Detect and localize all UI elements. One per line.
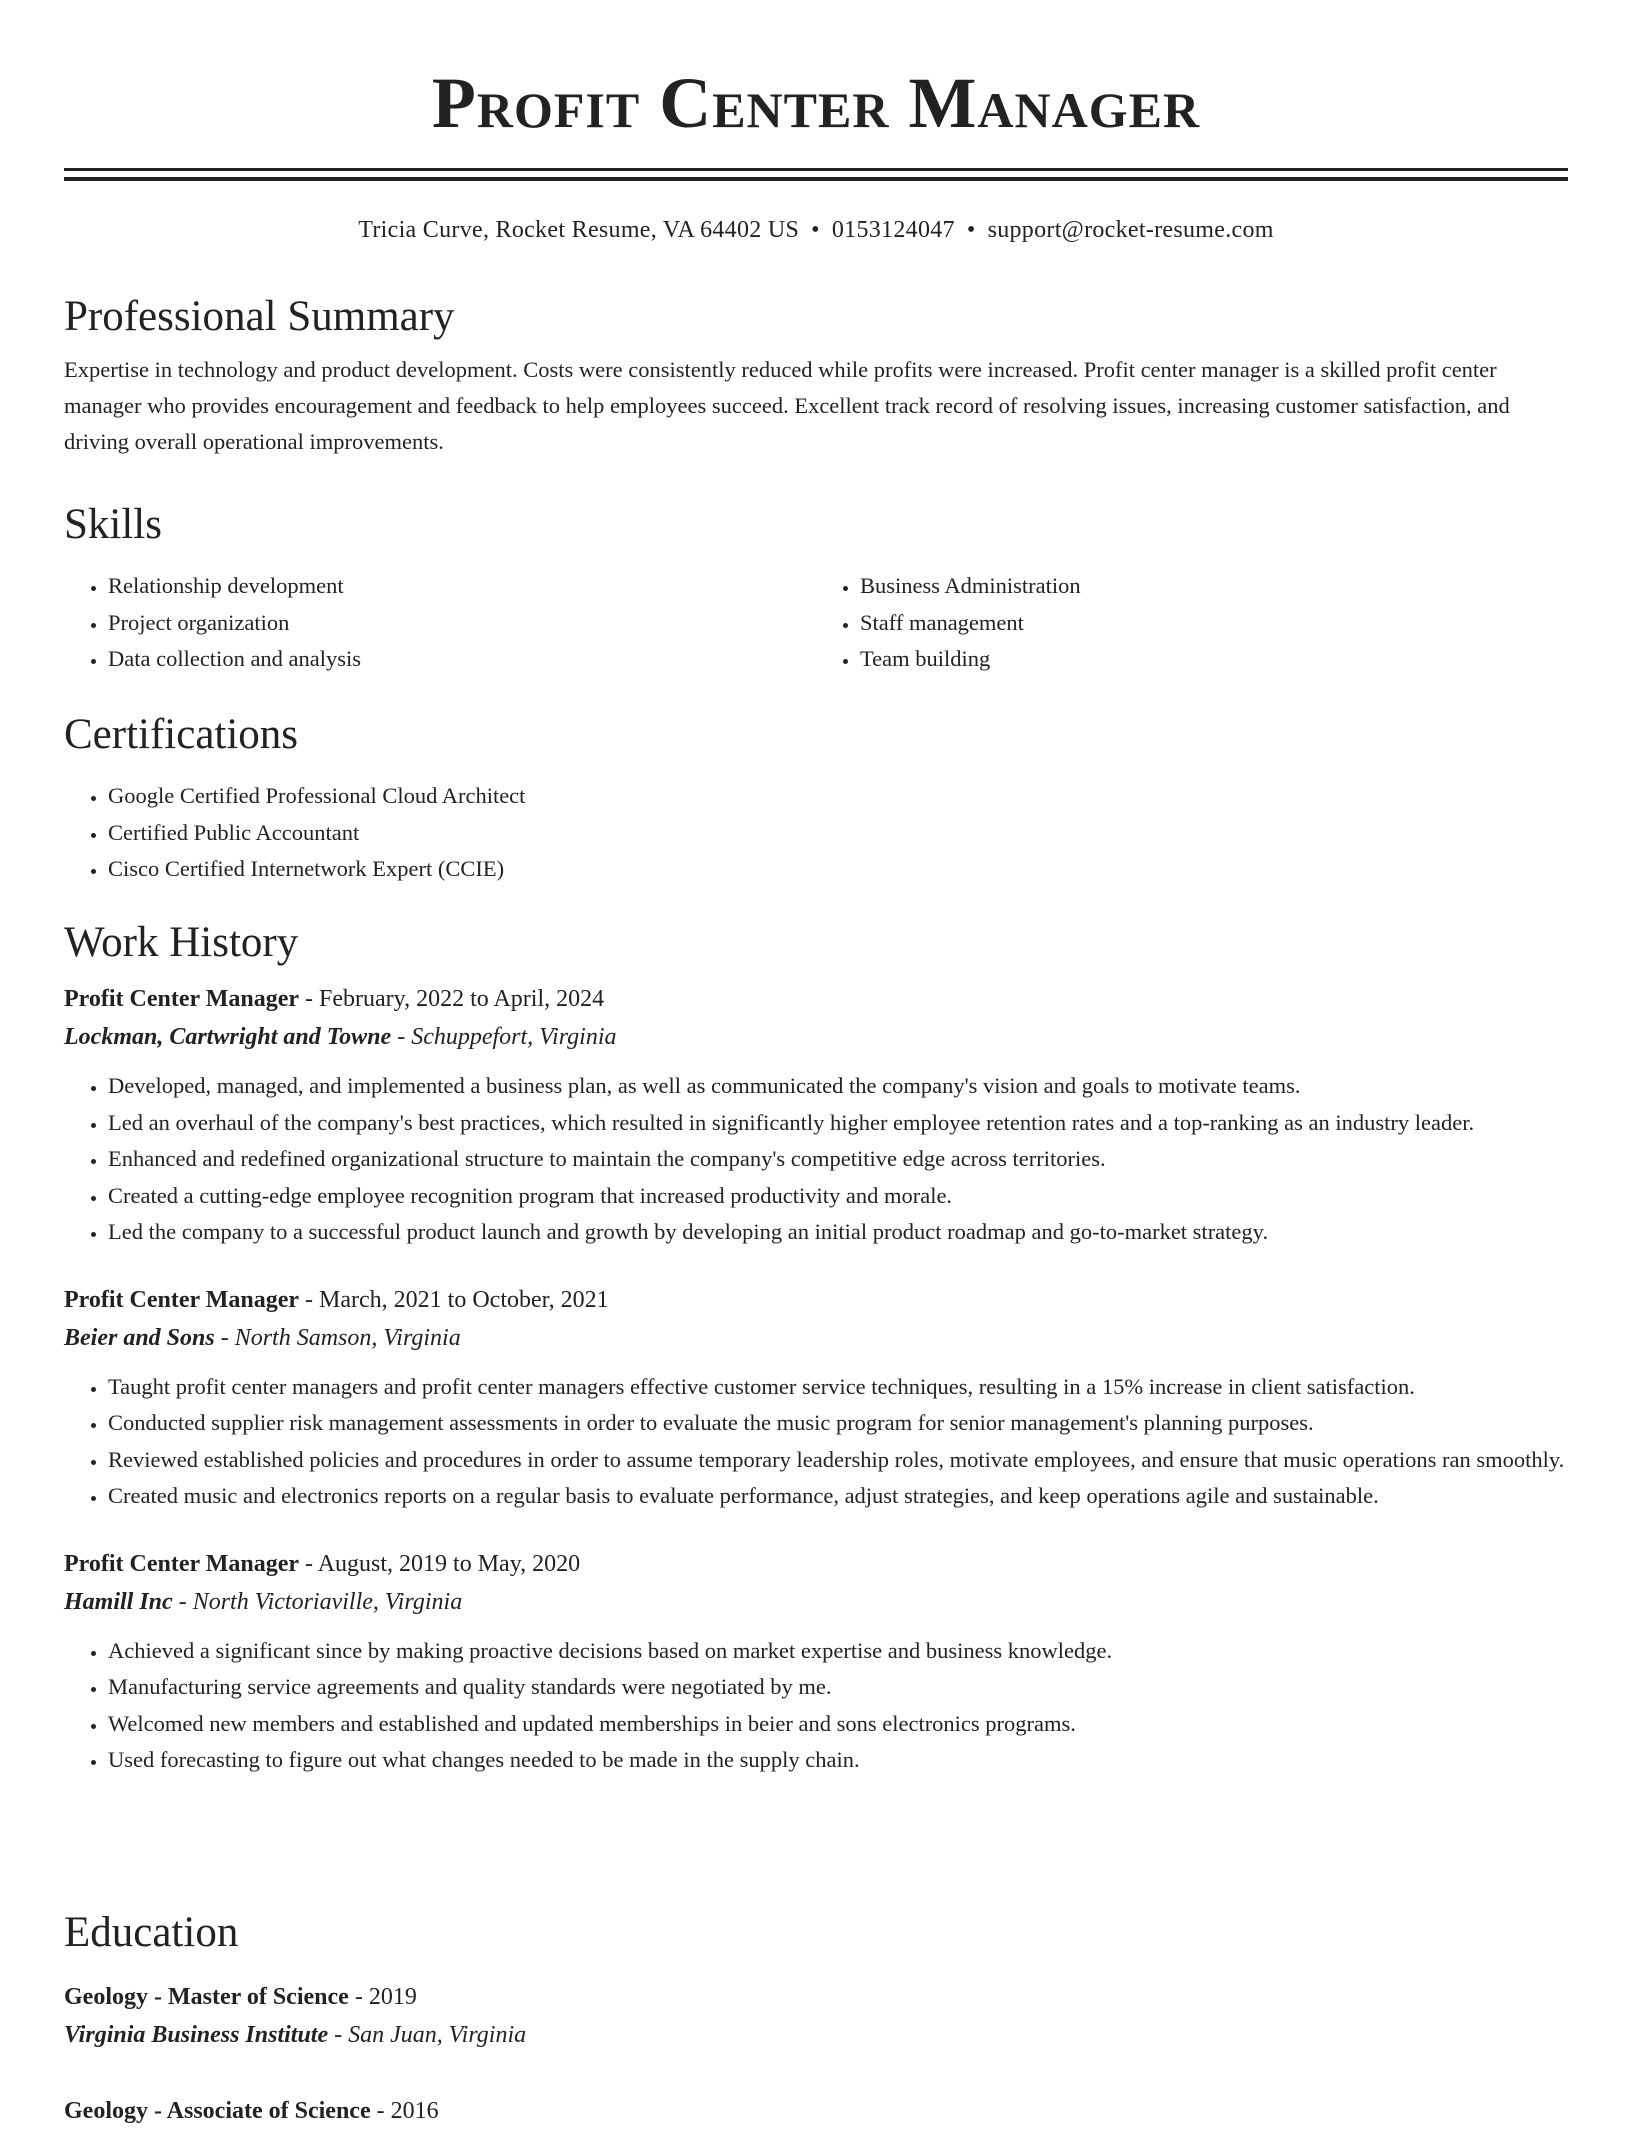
certification-item: • Certified Public Accountant xyxy=(108,815,1568,852)
job-company: Hamill Inc xyxy=(64,1588,173,1615)
education-heading: Education xyxy=(64,1909,239,1956)
job-entry xyxy=(64,980,1568,1251)
certification-item: • Google Certified Professional Cloud Architect xyxy=(108,778,1568,815)
skills-list-left xyxy=(64,568,816,678)
resume-page xyxy=(64,0,1568,2124)
job-title-line: Profit Center Manager - August, 2019 to May, 2020 xyxy=(64,1550,581,1577)
work-history-heading: Work History xyxy=(64,919,299,966)
skill-item: • Business Administration xyxy=(860,568,1568,605)
skills-heading: Skills xyxy=(64,501,162,548)
job-bullet: • Taught profit center managers and profit center managers effective customer service techniques, resulting in a 15% increase in client satisfaction. xyxy=(108,1369,1568,1406)
skill-item: • Project organization xyxy=(108,605,816,642)
job-bullet: • Developed, managed, and implemented a business plan, as well as communicated the company's vision and goals to motivate teams. xyxy=(108,1068,1568,1105)
job-dates: August, 2019 to May, 2020 xyxy=(317,1550,581,1577)
skills-list-right xyxy=(816,568,1568,678)
job-bullet: • Conducted supplier risk management assessments in order to evaluate the music program for senior management's planning purposes. xyxy=(108,1405,1568,1442)
job-bullet: • Led the company to a successful product launch and growth by developing an initial product roadmap and go-to-market strategy. xyxy=(108,1214,1568,1251)
education-year: 2016 xyxy=(390,2098,439,2124)
certifications-section xyxy=(64,710,1568,888)
job-company-line: Lockman, Cartwright and Towne - Schuppefort, Virginia xyxy=(64,1024,617,1050)
job-location: Schuppefort, Virginia xyxy=(411,1024,617,1050)
job-bullets xyxy=(64,1068,1568,1251)
job-bullet: • Manufacturing service agreements and quality standards were negotiated by me. xyxy=(108,1669,1568,1706)
job-location: North Samson, Virginia xyxy=(234,1324,461,1351)
job-company: Beier and Sons xyxy=(64,1324,215,1351)
work-history-section xyxy=(64,918,1568,1779)
contact-line xyxy=(64,215,1568,245)
job-title: Profit Center Manager xyxy=(64,986,300,1012)
job-title: Profit Center Manager xyxy=(64,1550,300,1577)
job-bullet: • Welcomed new members and established and updated memberships in beier and sons electronics programs. xyxy=(108,1706,1568,1743)
job-bullet: • Used forecasting to figure out what changes needed to be made in the supply chain. xyxy=(108,1742,1568,1779)
summary-heading: Professional Summary xyxy=(64,293,455,340)
certifications-list xyxy=(64,778,1568,888)
summary-section xyxy=(64,292,1568,460)
contact-separator: • xyxy=(966,217,976,243)
skill-item: • Relationship development xyxy=(108,568,816,605)
job-bullet: • Led an overhaul of the company's best practices, which resulted in significantly higher employee retention rates and a top-ranking as an industry leader. xyxy=(108,1105,1568,1142)
resume-title: Profit Center Manager xyxy=(431,63,1201,143)
contact-separator: • xyxy=(811,217,820,243)
skills-section xyxy=(64,500,1568,678)
job-bullet: • Enhanced and redefined organizational structure to maintain the company's competitive edge across territories. xyxy=(108,1141,1568,1178)
skill-item: • Team building xyxy=(860,641,1568,678)
job-bullets xyxy=(64,1369,1568,1515)
job-company-line: Hamill Inc - North Victoriaville, Virginia xyxy=(64,1588,463,1615)
education-degree-line: Geology - Master of Science - 2019 xyxy=(64,1984,417,2010)
job-bullet: • Reviewed established policies and procedures in order to assume temporary leadership roles, motivate employees, and ensure that music operations ran smoothly. xyxy=(108,1442,1568,1479)
job-dates: February, 2022 to April, 2024 xyxy=(319,986,605,1012)
education-location: San Juan, Virginia xyxy=(348,2022,527,2048)
job-location: North Victoriaville, Virginia xyxy=(192,1588,463,1615)
certifications-heading: Certifications xyxy=(64,711,299,758)
job-dates: March, 2021 to October, 2021 xyxy=(319,1286,609,1313)
job-bullets xyxy=(64,1633,1568,1779)
education-entry xyxy=(64,1978,1568,2054)
title-double-rule xyxy=(64,168,1568,181)
job-bullet: • Achieved a significant since by making proactive decisions based on market expertise and business knowledge. xyxy=(108,1633,1568,1670)
summary-text: Expertise in technology and product development. Costs were consistently reduced while profits were increased. Profit center manager is a skilled profit center manager who provides encouragement and feedback to help employees succeed. Excellent track record of resolving issues, increasing customer satisfaction, and driving overall operational improvements. xyxy=(64,357,1510,454)
education-degree: Geology - Associate of Science xyxy=(64,2098,371,2124)
job-bullet: • Created a cutting-edge employee recognition program that increased productivity and morale. xyxy=(108,1178,1568,1215)
education-degree: Geology - Master of Science xyxy=(64,1984,349,2010)
education-section xyxy=(64,1908,1568,2130)
job-title-line: Profit Center Manager - March, 2021 to October, 2021 xyxy=(64,1286,609,1313)
skill-item: • Staff management xyxy=(860,605,1568,642)
education-year: 2019 xyxy=(368,1984,417,2010)
skill-item: • Data collection and analysis xyxy=(108,641,816,678)
job-entry xyxy=(64,1281,1568,1515)
job-title-line: Profit Center Manager - February, 2022 to April, 2024 xyxy=(64,986,605,1012)
job-title: Profit Center Manager xyxy=(64,1286,300,1313)
certification-item: • Cisco Certified Internetwork Expert (CCIE) xyxy=(108,851,1568,888)
contact-address: Tricia Curve, Rocket Resume, VA 64402 US xyxy=(358,217,800,243)
contact-phone: 0153124047 xyxy=(831,217,955,243)
education-school: Virginia Business Institute xyxy=(64,2022,329,2048)
job-company-line: Beier and Sons - North Samson, Virginia xyxy=(64,1324,461,1351)
job-company: Lockman, Cartwright and Towne xyxy=(64,1024,392,1050)
job-entry xyxy=(64,1545,1568,1779)
education-degree-line: Geology - Associate of Science - 2016 xyxy=(64,2098,439,2124)
contact-email[interactable]: support@rocket-resume.com xyxy=(987,217,1274,243)
education-school-line: Virginia Business Institute - San Juan, Virginia xyxy=(64,2022,527,2048)
skills-grid xyxy=(64,568,1568,678)
job-bullet: • Created music and electronics reports on a regular basis to evaluate performance, adjust strategies, and keep operations agile and sustainable. xyxy=(108,1478,1568,1515)
education-entry xyxy=(64,2092,1568,2130)
